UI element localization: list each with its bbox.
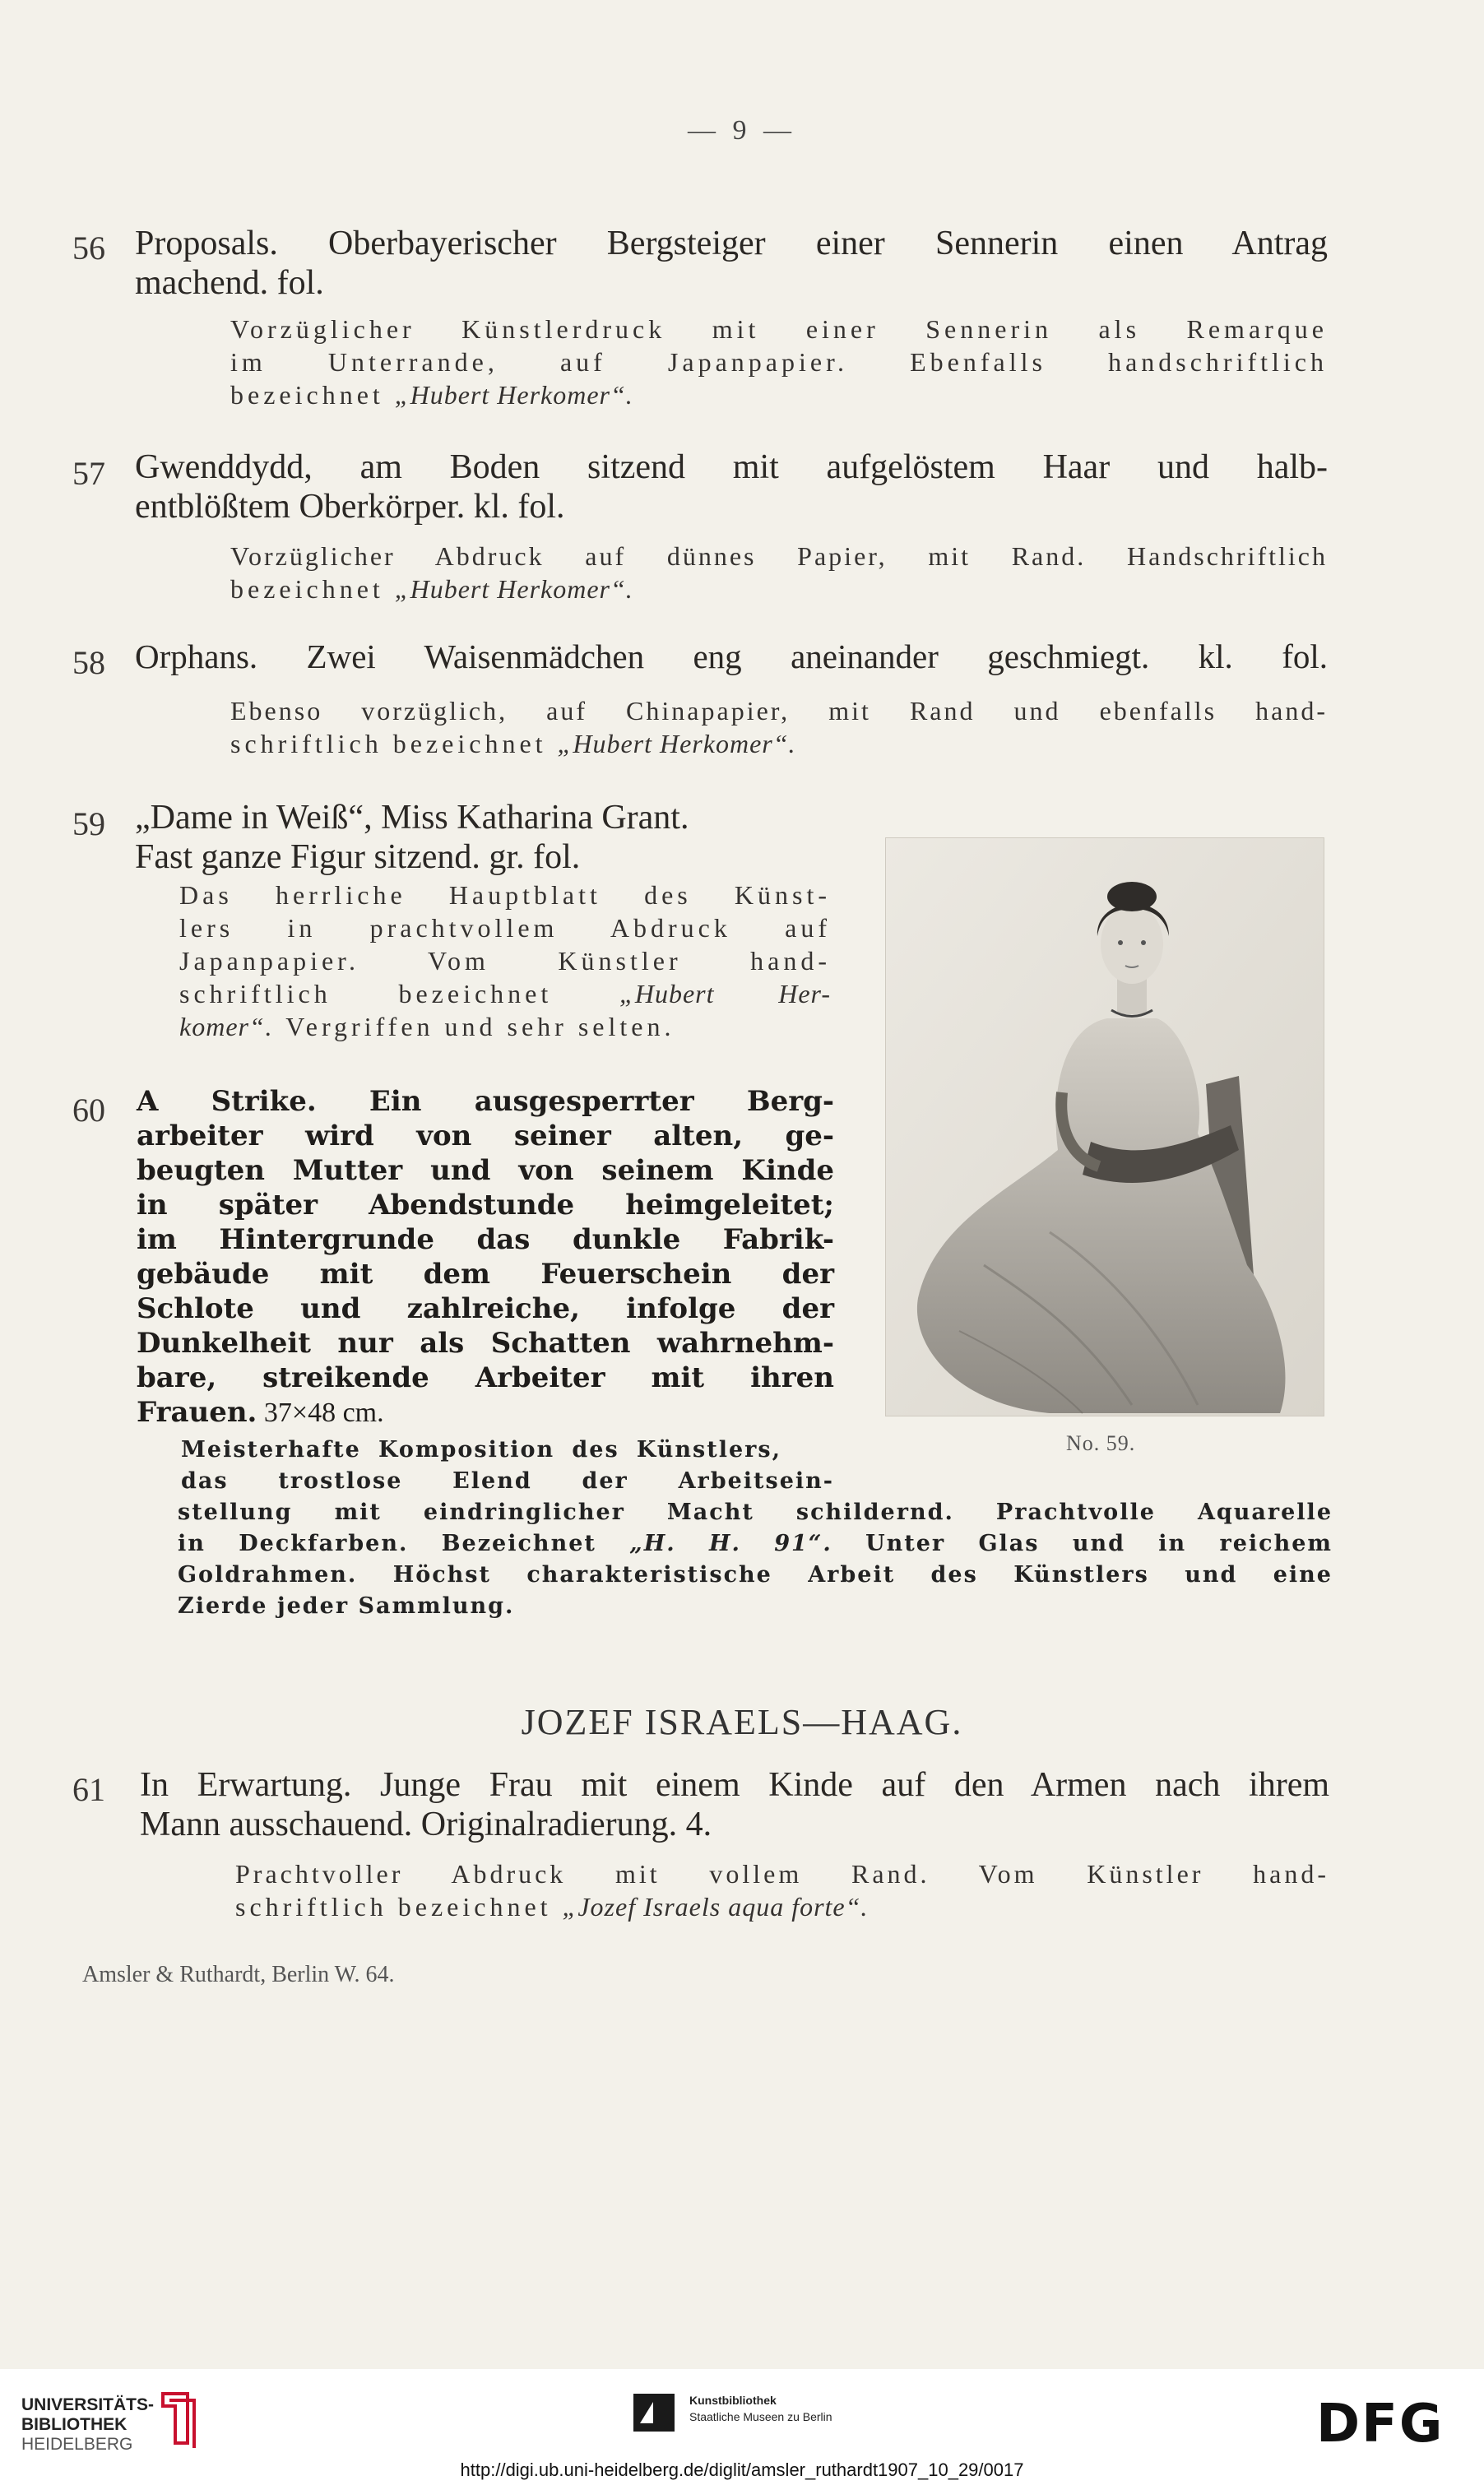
title-line: machend. fol.: [135, 264, 324, 302]
kb-line: Staatliche Museen zu Berlin: [689, 2410, 832, 2423]
desc-text: bezeichnet: [230, 574, 395, 604]
portrait-engraving: [885, 837, 1324, 1416]
desc-text: Unter Glas und in reichem: [832, 1531, 1333, 1556]
desc-line: Ebenso vorzüglich, auf Chinapapier, mit Rand und ebenfalls hand-: [230, 696, 1328, 726]
title-text: Frauen.: [137, 1396, 257, 1429]
desc-text: schriftlich bezeichnet: [179, 979, 620, 1008]
ub-line: HEIDELBERG: [21, 2435, 133, 2454]
entry-title: [137, 1084, 834, 1430]
entry-description: [230, 313, 1328, 411]
entry-title: [135, 637, 1328, 676]
kb-line: Kunstbibliothek: [689, 2394, 777, 2407]
desc-line: [179, 1010, 831, 1043]
desc-text: schriftlich bezeichnet: [230, 729, 558, 758]
ub-heidelberg-logo-text: [21, 2395, 154, 2455]
desc-line: [230, 727, 1328, 760]
desc-line: im Unterrande, auf Japanpapier. Ebenfalls handschriftlich: [230, 347, 1328, 377]
entry-number: 61: [72, 1771, 105, 1808]
publisher-imprint: Amsler & Ruthardt, Berlin W. 64.: [82, 1962, 395, 1987]
source-url[interactable]: http://digi.ub.uni-heidelberg.de/diglit/amsler_ruthardt1907_10_29/0017: [460, 2460, 1024, 2480]
ub-line: UNIVERSITÄTS-: [21, 2395, 155, 2414]
desc-line: Japanpapier. Vom Künstler hand-: [179, 946, 831, 976]
kunstbibliothek-logo-icon: [633, 2394, 675, 2432]
signature-text: „Hubert Herkomer“.: [557, 729, 796, 758]
page-number: — 9 —: [688, 115, 796, 146]
desc-line: [235, 1890, 1329, 1923]
entry-description: [179, 879, 831, 1043]
title-line: [137, 1395, 834, 1430]
desc-text: . Vergriffen und sehr selten.: [264, 1012, 675, 1041]
entry-description: [235, 1857, 1329, 1923]
entry-description: [230, 540, 1328, 605]
desc-line: [230, 573, 1328, 605]
entry-title: [135, 224, 1328, 303]
title-line: im Hintergrunde das dunkle Fabrik-: [137, 1223, 834, 1256]
title-line: Mann ausschauend. Originalradierung. 4.: [140, 1806, 712, 1843]
entry-number: 59: [72, 805, 105, 842]
title-line: Gwenddydd, am Boden sitzend mit aufgelöstem Haar und halb-: [135, 448, 1328, 486]
title-line: entblößtem Oberkörper. kl. fol.: [135, 488, 565, 526]
desc-line: Zierde jeder Sammlung.: [178, 1593, 515, 1619]
desc-line: Goldrahmen. Höchst charakteristische Arbeit des Künstlers und eine: [178, 1562, 1333, 1588]
entry-number: 60: [72, 1092, 105, 1129]
desc-line: Vorzüglicher Künstlerdruck mit einer Sennerin als Remarque: [230, 314, 1328, 344]
desc-line: Prachtvoller Abdruck mit vollem Rand. Vom Künstler hand-: [235, 1859, 1329, 1889]
desc-line: [230, 378, 1328, 411]
dfg-logo: DFG: [1316, 2394, 1445, 2455]
entry-description: [230, 694, 1328, 760]
kunstbibliothek-logo-text: [689, 2392, 832, 2425]
entry-title: [135, 798, 831, 877]
signature-text: „Hubert Her-: [619, 979, 832, 1008]
image-caption: No. 59.: [1066, 1431, 1136, 1455]
title-line: Schlote und zahlreiche, infolge der: [137, 1292, 834, 1325]
signature-text: „H. H. 91“.: [629, 1531, 832, 1556]
dimensions: 37×48 cm.: [257, 1398, 384, 1428]
desc-text: in Deckfarben. Bezeichnet: [178, 1531, 630, 1556]
desc-line: stellung mit eindringlicher Macht schildernd. Prachtvolle Aquarelle: [178, 1500, 1333, 1525]
title-line: beugten Mutter und von seinem Kinde: [137, 1154, 834, 1187]
desc-line: Meisterhafte Komposition des Künstlers,: [181, 1437, 781, 1463]
desc-line: lers in prachtvollem Abdruck auf: [179, 913, 831, 943]
entry-description: [178, 1435, 1333, 1622]
signature-text: „Jozef Israels aqua forte“.: [562, 1892, 869, 1922]
signature-text: komer“: [179, 1012, 265, 1041]
entry-title: [135, 447, 1328, 526]
desc-line: [179, 977, 831, 1010]
title-line: Proposals. Oberbayerischer Bergsteiger einer Sennerin einen Antrag: [135, 225, 1328, 262]
entry-title: [140, 1765, 1329, 1844]
title-line: in später Abendstunde heimgeleitet;: [137, 1189, 834, 1222]
entry-number: 57: [72, 455, 105, 492]
desc-text: schriftlich bezeichnet: [235, 1892, 563, 1922]
ub-heidelberg-logo-icon: [155, 2385, 204, 2451]
title-line: A Strike. Ein ausgesperrter Berg-: [137, 1085, 834, 1118]
desc-line: das trostlose Elend der Arbeitsein-: [181, 1468, 834, 1494]
title-line: arbeiter wird von seiner alten, ge-: [137, 1120, 834, 1152]
portrait-image: [885, 837, 1324, 1416]
title-line: „Dame in Weiß“, Miss Katharina Grant.: [135, 799, 689, 837]
title-line: Orphans. Zwei Waisenmädchen eng aneinander geschmiegt. kl. fol.: [135, 637, 1328, 675]
title-line: Dunkelheit nur als Schatten wahrnehm-: [137, 1327, 834, 1360]
title-line: gebäude mit dem Feuerschein der: [137, 1258, 834, 1291]
desc-line: Das herrliche Hauptblatt des Künst-: [179, 880, 831, 910]
entry-number: 56: [72, 229, 105, 267]
desc-line: Vorzüglicher Abdruck auf dünnes Papier, mit Rand. Handschriftlich: [230, 541, 1328, 571]
section-heading: JOZEF ISRAELS—HAAG.: [521, 1702, 963, 1742]
entry-number: 58: [72, 644, 105, 681]
ub-line: BIBLIOTHEK: [21, 2415, 128, 2434]
title-line: bare, streikende Arbeiter mit ihren: [137, 1361, 834, 1394]
title-line: In Erwartung. Junge Frau mit einem Kinde auf den Armen nach ihrem: [140, 1766, 1329, 1804]
signature-text: „Hubert Herkomer“.: [394, 380, 633, 410]
desc-line: [178, 1528, 1333, 1560]
desc-text: bezeichnet: [230, 380, 395, 410]
title-line: Fast ganze Figur sitzend. gr. fol.: [135, 838, 581, 876]
signature-text: „Hubert Herkomer“.: [394, 574, 633, 604]
